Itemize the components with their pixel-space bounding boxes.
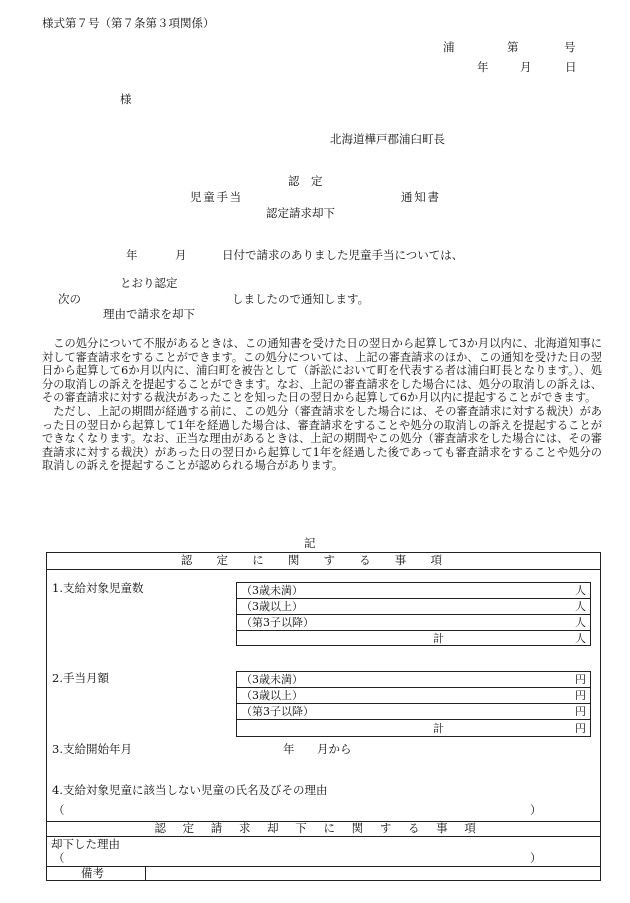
section-nintei-title: 認定に関する事項 <box>180 553 467 567</box>
form-number: 様式第７号（第７条第３項関係） <box>42 16 215 30</box>
start-month-suffix: 月から <box>317 742 352 756</box>
remarks-label: 備考 <box>81 866 104 880</box>
notice-month: 月 <box>175 248 187 262</box>
body-text <box>42 337 602 473</box>
date-year: 年 <box>477 60 489 74</box>
section-kyakka-title: 認定請求却下に関する事項 <box>154 821 493 835</box>
choice-reject: 理由で請求を却下 <box>103 307 195 321</box>
section-nintei-header <box>47 555 600 567</box>
total-label: 計 <box>433 632 444 645</box>
row-unit: 人 <box>575 584 586 597</box>
row-label: （3歳以上） <box>241 689 303 702</box>
choice-approve: とおり認定 <box>120 276 178 290</box>
reference-ura: 浦 <box>443 40 455 54</box>
row-label: （3歳以上） <box>241 600 303 613</box>
divider <box>47 836 600 837</box>
monthly-amount-box <box>236 671 591 737</box>
children-count-total-row <box>237 631 590 646</box>
item-ineligible-children-label: 4.支給対象児童に該当しない児童の氏名及びその理由 <box>52 783 328 797</box>
children-count-row <box>237 583 590 599</box>
row-label: （3歳未満） <box>241 673 303 686</box>
item-start-month-label: 3.支給開始年月 <box>52 742 132 756</box>
section-kyakka-header <box>47 823 600 835</box>
choice-prefix: 次の <box>58 292 81 306</box>
row-label: （第3子以降） <box>241 616 314 629</box>
choice-suffix: しましたので通知します。 <box>232 292 370 306</box>
title-jidou-teate: 児童手当 <box>190 190 243 204</box>
row-unit: 人 <box>575 616 586 629</box>
item-children-count-label: 1.支給対象児童数 <box>52 581 144 595</box>
row-label: （第3子以降） <box>241 705 314 718</box>
monthly-amount-row <box>237 672 590 688</box>
paren-close: ） <box>530 851 542 865</box>
paragraph-proviso: ただし、上記の期間が経過する前に、この処分（審査請求をした場合には、その審査請求に対する裁決）があった日の翌日から起算して1年を経過した場合は、審査請求をすることや処分の取消しの訴えを提起することができなくなります。なお、正当な理由があるときは、上記の期間やこの処分（審査請求をした場合には、その審査請求に対する裁決）があった日の翌日から起算して1年を経過した後であっても審査請求をすることや処分の取消しの訴えを提起することが認められる場合があります。 <box>42 404 602 473</box>
monthly-amount-row <box>237 704 590 720</box>
reference-go: 号 <box>564 40 576 54</box>
paragraph-appeal: この処分について不服があるときは、この通知書を受けた日の翌日から起算して3か月以内に、北海道知事に対して審査請求をすることができます。この処分については、上記の審査請求のほか、この通知を受けた日の翌日から起算して6か月以内に、浦臼町を被告として（訴訟において町を代表する者は浦臼町長となります。）、処分の取消しの訴えを提起することができます。なお、上記の審査請求をした場合には、処分の取消しの訴えは、その審査請求に対する裁決があったことを知った日の翌日から起算して6か月以内に提起することができます。 <box>42 337 602 405</box>
row-unit: 人 <box>575 632 586 645</box>
notice-text: 日付で請求のありました児童手当については、 <box>222 248 464 262</box>
paren-open: （ <box>53 803 65 817</box>
monthly-amount-total-row <box>237 721 590 736</box>
row-unit: 円 <box>575 722 586 735</box>
reject-reason-label: 却下した理由 <box>51 837 120 851</box>
item-monthly-amount-label: 2.手当月額 <box>52 671 109 685</box>
title-kyakka: 認定請求却下 <box>266 206 335 220</box>
row-unit: 人 <box>575 600 586 613</box>
issuer: 北海道樺戸郡浦臼町長 <box>330 132 445 146</box>
row-unit: 円 <box>575 673 586 686</box>
row-unit: 円 <box>575 689 586 702</box>
paren-open: （ <box>53 851 65 865</box>
row-label: （3歳未満） <box>241 584 303 597</box>
title-tsuchisho: 通知書 <box>401 190 441 204</box>
title-nintei: 認 定 <box>288 174 323 188</box>
children-count-box <box>236 582 591 646</box>
ki-label: 記 <box>304 536 316 550</box>
children-count-row <box>237 615 590 631</box>
notice-year: 年 <box>126 248 138 262</box>
reference-dai: 第 <box>507 40 519 54</box>
paren-close: ） <box>530 803 542 817</box>
start-year: 年 <box>283 742 295 756</box>
date-day: 日 <box>565 60 577 74</box>
total-label: 計 <box>433 722 444 735</box>
record-table <box>46 552 601 881</box>
divider <box>47 569 600 570</box>
date-month: 月 <box>520 60 532 74</box>
divider <box>47 866 600 867</box>
children-count-row <box>237 599 590 615</box>
monthly-amount-row <box>237 688 590 704</box>
row-unit: 円 <box>575 705 586 718</box>
divider <box>145 866 146 881</box>
addressee-suffix: 様 <box>120 92 132 106</box>
